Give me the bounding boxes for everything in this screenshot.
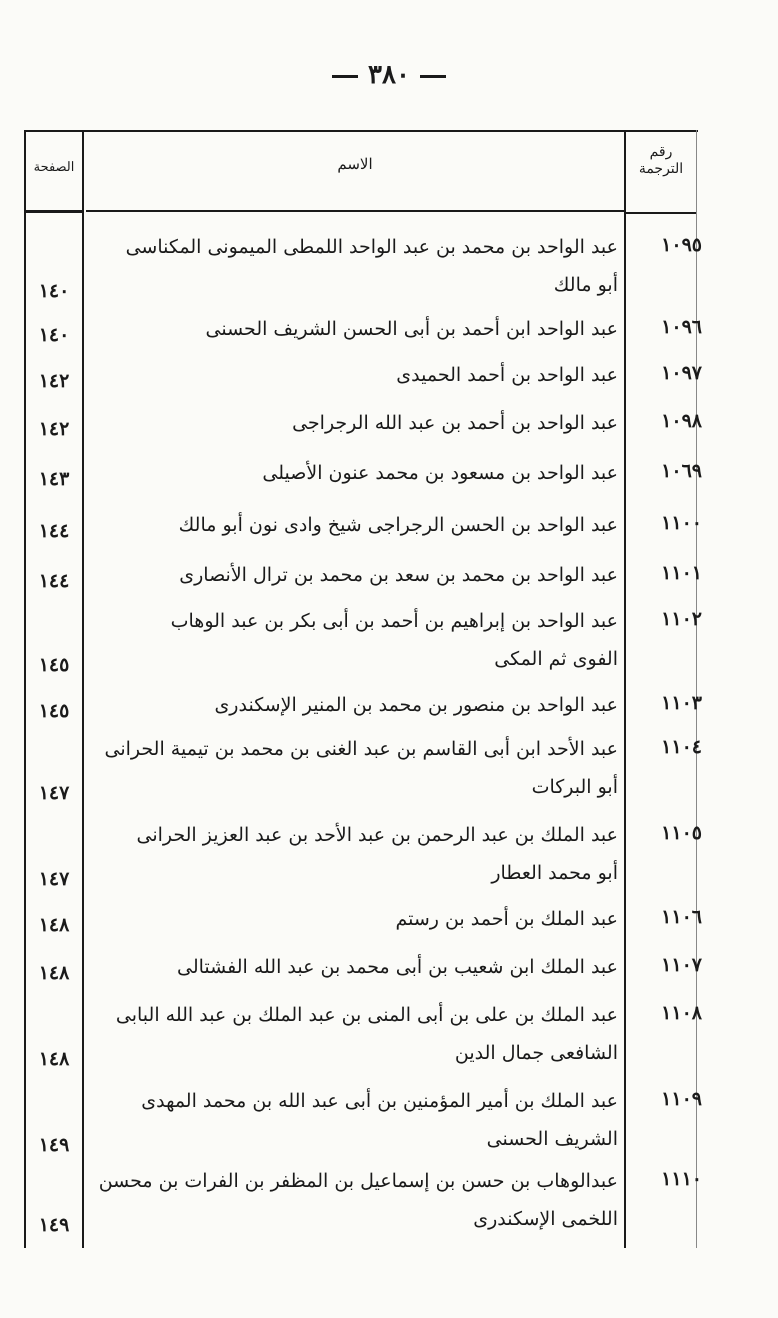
entry-page: ١٤٧	[38, 868, 70, 890]
entry-page: ١٤٢	[38, 370, 70, 392]
entry-name-continuation: اللخمى الإسكندرى	[473, 1208, 618, 1230]
entry-name: عبد الملك بن عبد الرحمن بن عبد الأحد بن عبد العزيز الحرانى	[136, 824, 618, 846]
entry-number: ١١٠٦	[661, 906, 702, 928]
header-page: الصفحة	[33, 160, 75, 175]
entry-name: عبد الأحد ابن أبى القاسم بن عبد الغنى بن محمد بن تيمية الحرانى	[104, 738, 618, 760]
entry-name: عبدالوهاب بن حسن بن إسماعيل بن المظفر بن الفرات بن محسن	[98, 1170, 618, 1192]
header-underline-page	[26, 210, 82, 213]
entry-page: ١٤٥	[38, 654, 70, 676]
entry-name: عبد الواحد بن منصور بن محمد بن المنير الإسكندرى	[214, 694, 618, 716]
entry-number: ١١٠٢	[661, 608, 702, 630]
entry-name: عبد الملك بن على بن أبى المنى بن عبد الملك بن عبد الله البابى	[115, 1004, 618, 1026]
entry-number: ١١٠٠	[661, 512, 702, 534]
entry-number: ١١٠٣	[661, 692, 702, 714]
entry-page: ١٤٨	[38, 962, 70, 984]
entry-name: عبد الواحد بن أحمد الحميدى	[396, 364, 618, 386]
entry-page: ١٤٤	[38, 570, 70, 592]
entry-name-continuation: الفوى ثم المكى	[494, 648, 618, 670]
entry-page: ١٤٩	[38, 1134, 70, 1156]
entry-name: عبد الواحد بن أحمد بن عبد الله الرجراجى	[292, 412, 618, 434]
entry-name-continuation: أبو محمد العطار	[491, 862, 618, 884]
entry-page: ١٤٩	[38, 1214, 70, 1236]
entry-number: ١١٠٥	[661, 822, 702, 844]
entry-name: عبد الملك بن أحمد بن رستم	[395, 908, 618, 930]
entry-page: ١٤٨	[38, 914, 70, 936]
header-underline-name	[86, 210, 624, 212]
entry-name: عبد الواحد بن إبراهيم بن أحمد بن أبى بكر بن عبد الوهاب	[170, 610, 618, 632]
entry-number: ١١٠٨	[661, 1002, 702, 1024]
header-number: رقم الترجمة	[638, 144, 684, 177]
number-column-divider	[624, 130, 626, 1248]
dash-left	[420, 75, 446, 78]
entry-page: ١٤٢	[38, 418, 70, 440]
entry-page: ١٤٧	[38, 782, 70, 804]
entry-name-continuation: أبو البركات	[531, 776, 618, 798]
entry-number: ١١١٠	[661, 1168, 702, 1190]
entry-page: ١٤٣	[38, 468, 70, 490]
entry-name-continuation: أبو مالك	[553, 274, 618, 296]
entry-page: ١٤٠	[38, 280, 70, 302]
entry-number: ١٠٩٧	[661, 362, 702, 384]
entry-name: عبد الواحد بن مسعود بن محمد عنون الأصيلى	[262, 462, 618, 484]
entry-name: عبد الواحد ابن أحمد بن أبى الحسن الشريف الحسنى	[205, 318, 618, 340]
table-top-rule	[26, 130, 698, 132]
entry-name: عبد الملك بن أمير المؤمنين بن أبى عبد الله بن محمد المهدى	[141, 1090, 618, 1112]
entry-name-continuation: الشريف الحسنى	[486, 1128, 618, 1150]
entry-number: ١١٠٧	[661, 954, 702, 976]
entry-number: ١١٠١	[661, 562, 702, 584]
entry-page: ١٤٥	[38, 700, 70, 722]
entry-name: عبد الواحد بن محمد بن سعد بن محمد بن ترال الأنصارى	[179, 564, 618, 586]
page-column-divider	[82, 130, 84, 1248]
entry-name: عبد الملك ابن شعيب بن أبى محمد بن عبد الله الفشتالى	[177, 956, 618, 978]
entry-name-continuation: الشافعى جمال الدين	[454, 1042, 618, 1064]
page-number	[0, 60, 778, 90]
entry-name: عبد الواحد بن الحسن الرجراجى شيخ وادى نون أبو مالك	[178, 514, 618, 536]
entry-page: ١٤٤	[38, 520, 70, 542]
right-border	[696, 130, 697, 1248]
dash-right	[332, 75, 358, 78]
header-underline-number	[626, 212, 696, 214]
entry-number: ١٠٩٨	[661, 410, 702, 432]
entry-number: ١١٠٩	[661, 1088, 702, 1110]
entry-number: ١٠٩٥	[661, 234, 702, 256]
header-name: الاسم	[337, 155, 373, 173]
entry-number: ١٠٦٩	[661, 460, 702, 482]
entry-page: ١٤٨	[38, 1048, 70, 1070]
entry-page: ١٤٠	[38, 324, 70, 346]
entry-number: ١٠٩٦	[661, 316, 702, 338]
left-border	[24, 130, 26, 1248]
entry-name: عبد الواحد بن محمد بن عبد الواحد اللمطى الميمونى المكناسى	[125, 236, 618, 258]
page-number-text: ٣٨٠	[368, 60, 410, 90]
entry-number: ١١٠٤	[661, 736, 702, 758]
